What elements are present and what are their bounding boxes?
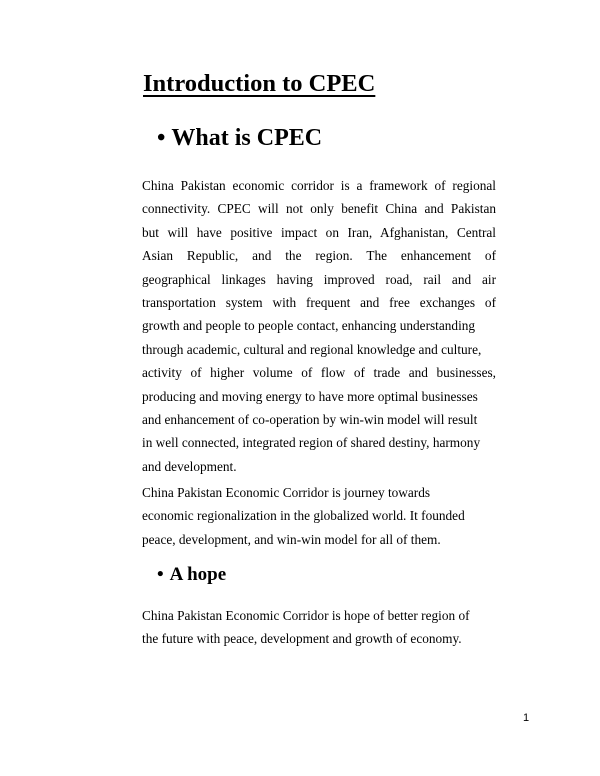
paragraph-cpec-journey: [142, 481, 502, 551]
paragraph-line: China Pakistan Economic Corridor is hope of better region of: [142, 608, 470, 623]
bullet-icon: •: [157, 125, 166, 151]
paragraph-line: the future with peace, development and growth of economy.: [142, 631, 462, 647]
paragraph-line: China Pakistan economic corridor is a framework of regional: [142, 178, 496, 193]
paragraph-line: growth and people to people contact, enhancing understanding: [142, 318, 476, 334]
paragraph-a-hope: [142, 604, 502, 651]
paragraph-line: producing and moving energy to have more optimal businesses: [142, 388, 478, 404]
paragraph-line: in well connected, integrated region of shared destiny, harmony: [142, 435, 481, 451]
paragraph-line: and development.: [142, 458, 237, 474]
paragraph-line: geographical linkages having improved road, rail and air: [142, 271, 496, 287]
paragraph-line: but will have positive impact on Iran, Afghanistan, Central: [142, 224, 496, 240]
paragraph-what-is-cpec: [142, 174, 496, 478]
paragraph-line: economic regionalization in the globalized world. It founded: [142, 508, 465, 524]
paragraph-line: and enhancement of co-operation by win-win model will result: [142, 411, 478, 427]
paragraph-line: transportation system with frequent and free exchanges of: [142, 294, 496, 310]
section-heading-label: What is CPEC: [171, 125, 323, 151]
page-number: 1: [523, 712, 530, 724]
section-heading-label: A hope: [169, 564, 227, 585]
section-heading-what-is-cpec: [157, 125, 322, 152]
paragraph-line: through academic, cultural and regional knowledge and culture,: [142, 341, 482, 357]
paragraph-line: activity of higher volume of flow of trade and businesses,: [142, 365, 496, 381]
paragraph-line: connectivity. CPEC will not only benefit China and Pakistan: [142, 201, 496, 217]
bullet-icon: •: [157, 564, 164, 585]
section-heading-a-hope: [157, 564, 226, 586]
paragraph-line: Asian Republic, and the region. The enhancement of: [142, 248, 496, 264]
paragraph-line: China Pakistan Economic Corridor is journey towards: [142, 485, 431, 500]
document-title: Introduction to CPEC: [143, 70, 376, 97]
paragraph-line: peace, development, and win-win model for all of them.: [142, 531, 441, 547]
